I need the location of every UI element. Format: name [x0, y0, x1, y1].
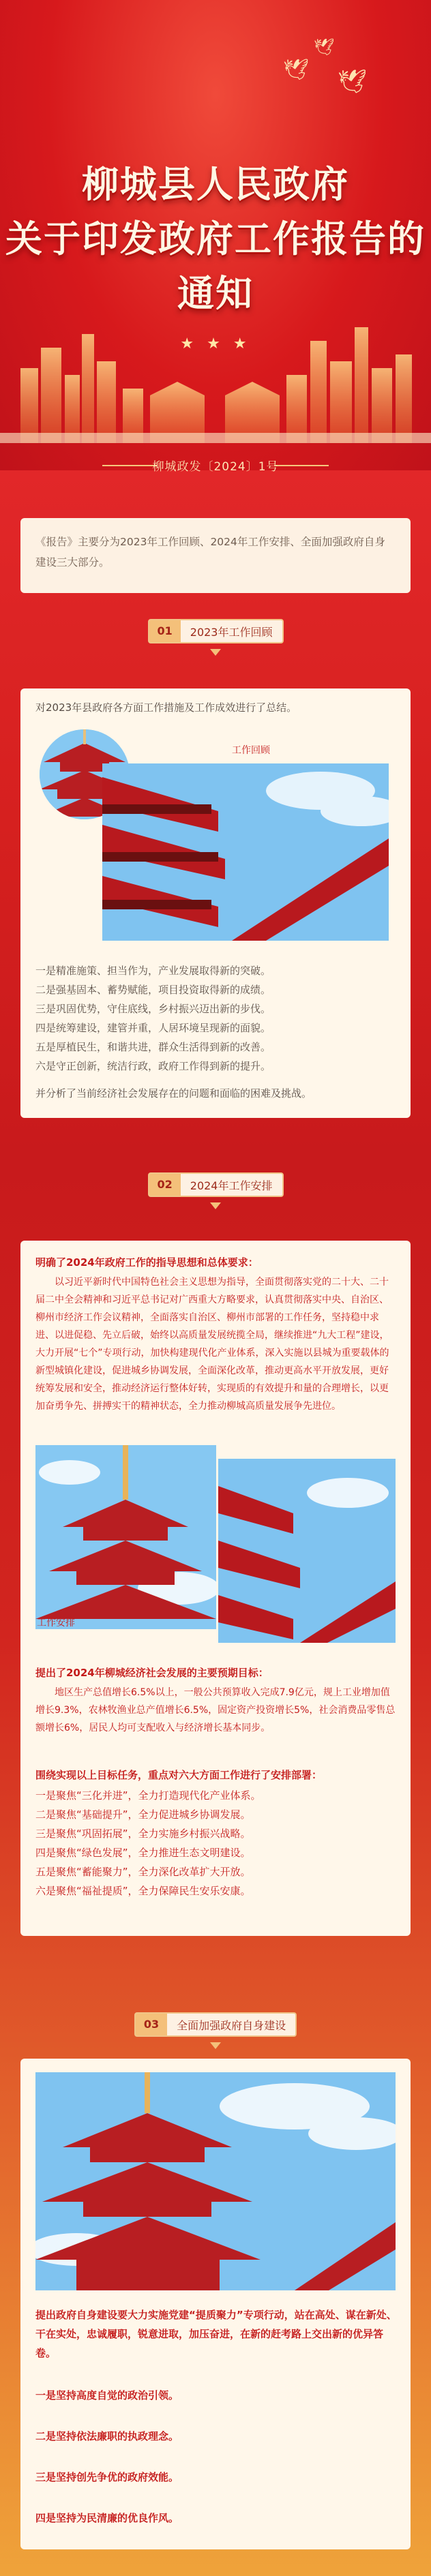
dove-icon: 🕊	[283, 58, 310, 82]
list-item: 四是统筹建设，建管并重，人居环境呈现新的面貌。	[35, 1022, 271, 1034]
section-1-card	[20, 688, 411, 1118]
decorative-stars: ★ ★ ★	[180, 335, 251, 352]
section-tag	[148, 619, 284, 643]
temple-eaves-image	[218, 1459, 396, 1643]
guideline-heading: 明确了2024年政府工作的指导思想和总体要求：	[35, 1256, 258, 1269]
dove-icon: 🕊	[314, 37, 335, 57]
list-item: 二是聚焦“基础提升”，全力促进城乡协调发展。	[35, 1808, 251, 1821]
header-banner	[0, 0, 431, 470]
list-item: 一是聚焦“三化并进”，全力打造现代化产业体系。	[35, 1789, 261, 1802]
list-item: 五是厚植民生，和谐共进，群众生活得到新的改善。	[35, 1041, 271, 1053]
task-list	[35, 1786, 261, 1900]
list-item: 三是巩固优势，守住底线，乡村振兴迈出新的步伐。	[35, 1003, 271, 1015]
section-3-header	[0, 2012, 431, 2049]
document-number: 柳城政发〔2024〕1号	[152, 460, 279, 474]
section-number: 03	[136, 2014, 167, 2035]
list-item: 三是聚焦“巩固拓展”，全力实施乡村振兴战略。	[35, 1828, 251, 1840]
intro-text: 《报告》主要分为2023年工作回顾、2024年工作安排、全面加强政府自身建设三大部分。	[35, 536, 385, 569]
section-pointer	[210, 1202, 221, 1209]
list-item: 五是聚焦“蓄能聚力”，全力深化改革扩大开放。	[35, 1866, 251, 1878]
section-1-header	[0, 619, 431, 656]
pagoda-panorama-image	[35, 2072, 396, 2290]
dove-icon: 🕊	[338, 68, 368, 95]
pagoda-image	[35, 1445, 216, 1629]
achievement-list	[35, 961, 271, 1076]
tasks-heading: 围绕实现以上目标任务，重点对六大方面工作进行了安排部署：	[35, 1769, 323, 1781]
city-skyline-illustration	[0, 293, 431, 443]
temple-roof-image	[102, 763, 389, 941]
image-caption: 工作回顾	[232, 745, 270, 756]
point-item: 四是坚持为民清廉的优良作风。	[35, 2512, 179, 2524]
section-2-header	[0, 1172, 431, 1209]
title-line-2: 关于印发政府工作报告的	[5, 217, 426, 260]
section-title: 2023年工作回顾	[190, 625, 273, 639]
dove-icon-group	[276, 37, 372, 106]
section-1-analysis: 并分析了当前经济社会发展存在的问题和面临的困难及挑战。	[35, 1087, 312, 1100]
section-tag	[148, 1172, 284, 1197]
list-item: 二是强基固本、蓄势赋能，项目投资取得新的成绩。	[35, 984, 271, 996]
list-item: 一是精准施策、担当作为，产业发展取得新的突破。	[35, 965, 271, 977]
targets-heading: 提出了2024年柳城经济社会发展的主要预期目标：	[35, 1667, 269, 1679]
title-line-1: 柳城县人民政府	[82, 162, 349, 206]
list-item: 六是聚焦“福祉提质”，全力保障民生安乐安康。	[35, 1885, 251, 1897]
section-2-card	[20, 1241, 411, 1936]
section-title: 2024年工作安排	[190, 1179, 273, 1192]
intro-box	[20, 518, 411, 593]
list-item: 四是聚焦“绿色发展”，全力推进生态文明建设。	[35, 1847, 251, 1859]
section-pointer	[210, 2042, 221, 2049]
section-1-summary: 对2023年县政府各方面工作措施及工作成效进行了总结。	[35, 701, 297, 714]
section-number: 01	[149, 620, 181, 642]
section-3-card	[20, 2059, 411, 2549]
point-item: 三是坚持创先争优的政府效能。	[35, 2471, 179, 2483]
point-item: 一是坚持高度自觉的政治引领。	[35, 2389, 179, 2401]
title-line-3: 通知	[177, 271, 254, 315]
section-tag	[134, 2012, 297, 2037]
list-item: 六是守正创新，统洁行政，政府工作得到新的提升。	[35, 1060, 271, 1072]
image-caption: 工作安排	[37, 1618, 75, 1628]
point-item: 二是坚持依法廉职的执政理念。	[35, 2430, 179, 2442]
section-number: 02	[149, 1174, 181, 1196]
section-pointer	[210, 649, 221, 656]
section-3-intro: 提出政府自身建设要大力实施党建“提质聚力”专项行动，站在高处、谋在新处、干在实处，忠诚履职，锐意进取，加压奋进，在新的赶考路上交出新的优异答卷。	[35, 2309, 397, 2359]
guideline-text: 以习近平新时代中国特色社会主义思想为指导，全面贯彻落实党的二十大、二十届二中全会精神和习近平总书记对广西重大方略要求，认真贯彻落实中央、自治区、柳州市经济工作会议精神，全面落实自治区、柳州市部署的工作任务，坚持稳中求进、以进促稳、先立后破，始终以高质量发展统揽全局，继续推进“九大工程”建设，大力开展“七个”专项行动，加快构建现代化产业体系，深入实施以县城为重要载体的新型城镇化建设，促进城乡协调发展，全面深化改革，推动更高水平开放发展，更好统筹发展和安全，推动经济运行整体好转，实现质的有效提升和量的合理增长，以更加奋勇争先、拼搏实干的精神状态，全力推动柳城高质量发展争先进位。	[35, 1277, 389, 1412]
targets-text: 地区生产总值增长6.5%以上，一般公共预算收入完成7.9亿元，规上工业增加值增长9.3%，农林牧渔业总产值增长6.5%，固定资产投资增长5%，社会消费品零售总额增长6%，居民人均可支配收入与经济增长基本同步。	[35, 1687, 396, 1733]
section-title: 全面加强政府自身建设	[177, 2018, 286, 2032]
